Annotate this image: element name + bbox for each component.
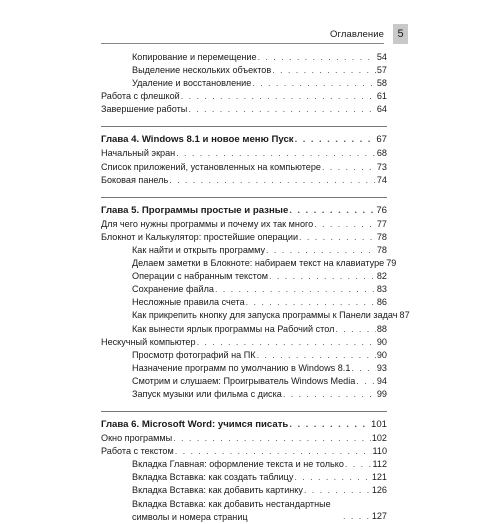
dot-leader bbox=[351, 362, 375, 375]
dot-leader bbox=[257, 349, 376, 362]
chapter-divider bbox=[101, 126, 387, 127]
toc-entry-page: 78 bbox=[376, 231, 387, 242]
dot-leader bbox=[215, 283, 376, 296]
toc-entry bbox=[101, 231, 387, 244]
dot-leader bbox=[176, 147, 376, 160]
toc-entry bbox=[101, 375, 387, 388]
toc-entry-title: Как прикрепить кнопку для запуска программы к Панели задач bbox=[132, 310, 398, 321]
toc-entry-page: 61 bbox=[376, 91, 387, 102]
toc-entry bbox=[101, 349, 387, 362]
dot-leader bbox=[258, 51, 376, 64]
toc-entry-page: 74 bbox=[376, 174, 387, 185]
dot-leader bbox=[335, 323, 376, 336]
dot-leader bbox=[269, 270, 376, 283]
toc-entry-title: Окно программы bbox=[101, 433, 173, 444]
toc-entry-title: Работа с текстом bbox=[101, 446, 174, 457]
toc-chapter-page: 101 bbox=[370, 419, 387, 431]
toc-entry-title: Завершение работы bbox=[101, 104, 188, 115]
dot-leader bbox=[283, 388, 376, 401]
toc-entry-page: 90 bbox=[376, 349, 387, 360]
page-number-box bbox=[393, 24, 408, 44]
toc-entry-page: 126 bbox=[371, 485, 387, 496]
toc-chapter-4 bbox=[101, 133, 387, 147]
chapter-divider bbox=[101, 197, 387, 198]
toc-entry-page: 82 bbox=[376, 271, 387, 282]
toc-entry-title: Несложные правила счета bbox=[132, 297, 245, 308]
toc-entry-page: 127 bbox=[371, 511, 387, 522]
dot-leader bbox=[304, 484, 371, 497]
dot-leader bbox=[246, 296, 376, 309]
toc-entry bbox=[101, 309, 410, 322]
toc-entry-page: 83 bbox=[376, 284, 387, 295]
toc-entry-page: 73 bbox=[376, 161, 387, 172]
toc-entry-page: 93 bbox=[376, 362, 387, 373]
toc-entry-title: Сохранение файла bbox=[132, 284, 214, 295]
toc-entry bbox=[101, 174, 387, 187]
toc-entry-page: 110 bbox=[372, 446, 387, 457]
toc-entry-page: 79 bbox=[386, 258, 397, 269]
toc-entry bbox=[101, 64, 387, 77]
toc-entry bbox=[101, 498, 387, 524]
toc-entry-title: Начальный экран bbox=[101, 148, 176, 159]
toc-entry bbox=[101, 471, 387, 484]
toc-entry bbox=[101, 257, 397, 270]
toc-entry-page: 78 bbox=[376, 244, 387, 255]
dot-leader bbox=[289, 204, 375, 217]
running-header-title: Оглавление bbox=[330, 29, 384, 40]
toc-entry-title: Копирование и перемещение bbox=[132, 52, 257, 62]
dot-leader bbox=[289, 418, 370, 431]
toc-entry-title: Просмотр фотографий на ПК bbox=[132, 349, 256, 360]
dot-leader bbox=[356, 375, 376, 388]
toc-chapter-title: Глава 4. Windows 8.1 и новое меню Пуск bbox=[101, 134, 294, 146]
toc-entry bbox=[101, 161, 387, 174]
toc-entry bbox=[101, 362, 387, 375]
toc-entry bbox=[101, 388, 387, 401]
toc-entry bbox=[101, 90, 387, 103]
dot-leader bbox=[299, 231, 376, 244]
page-number: 5 bbox=[397, 28, 404, 40]
toc-entry-title: Вкладка Вставка: как создать таблицу bbox=[132, 472, 294, 483]
toc-entry-title: Как найти и открыть программу bbox=[132, 244, 266, 255]
toc-entry bbox=[101, 323, 387, 336]
dot-leader bbox=[266, 244, 376, 257]
toc-entry-title: Боковая панель bbox=[101, 174, 169, 185]
toc-entry-title: Список приложений, установленных на компьютере bbox=[101, 161, 321, 172]
toc-entry-title: Выделение нескольких объектов bbox=[132, 65, 272, 76]
toc-entry-page: 102 bbox=[371, 433, 387, 444]
toc-entry bbox=[101, 458, 387, 471]
page-header bbox=[0, 0, 500, 50]
toc-entry-page: 64 bbox=[376, 104, 387, 115]
toc-entry-page: 87 bbox=[399, 310, 410, 321]
toc-entry bbox=[101, 218, 387, 231]
header-divider bbox=[101, 43, 384, 44]
toc-entry-title: Вкладка Главная: оформление текста и не только bbox=[132, 459, 344, 470]
toc-entry-title: Делаем заметки в Блокноте: набираем текст на клавиатуре bbox=[132, 258, 385, 269]
toc-entry-page: 68 bbox=[376, 148, 387, 159]
toc-entry bbox=[101, 103, 387, 116]
dot-leader bbox=[322, 161, 376, 174]
toc-entry-page: 121 bbox=[371, 472, 387, 483]
chapter-divider bbox=[101, 411, 387, 412]
table-of-contents bbox=[101, 51, 410, 524]
toc-entry-page: 57 bbox=[376, 65, 387, 76]
toc-entry-page: 86 bbox=[376, 297, 387, 308]
dot-leader bbox=[173, 432, 371, 445]
dot-leader bbox=[343, 510, 371, 523]
toc-entry-page: 99 bbox=[376, 388, 387, 399]
dot-leader bbox=[175, 445, 372, 458]
toc-chapter-title: Глава 6. Microsoft Word: учимся писать bbox=[101, 419, 289, 431]
toc-chapter-page: 76 bbox=[376, 204, 387, 216]
toc-entry-title: Вкладка Вставка: как добавить картинку bbox=[132, 485, 303, 496]
toc-entry bbox=[101, 283, 387, 296]
toc-entry-title: Работа с флешкой bbox=[101, 91, 180, 102]
toc-entry bbox=[101, 484, 387, 497]
toc-entry-title: Запуск музыки или фильма с диска bbox=[132, 388, 282, 399]
toc-entry-page: 77 bbox=[376, 218, 387, 229]
toc-chapter-5 bbox=[101, 204, 387, 218]
toc-entry-page: 94 bbox=[376, 375, 387, 386]
toc-entry-page: 54 bbox=[376, 52, 387, 62]
toc-entry bbox=[101, 445, 387, 458]
toc-entry-title: Нескучный компьютер bbox=[101, 336, 196, 347]
toc-chapter-page: 67 bbox=[376, 134, 387, 146]
toc-entry bbox=[101, 296, 387, 309]
dot-leader bbox=[252, 77, 376, 90]
dot-leader bbox=[295, 133, 376, 146]
toc-chapter-title: Глава 5. Программы простые и разные bbox=[101, 204, 289, 216]
dot-leader bbox=[169, 174, 376, 187]
toc-entry bbox=[101, 244, 387, 257]
toc-entry bbox=[101, 147, 387, 160]
toc-entry-title: Для чего нужны программы и почему их так много bbox=[101, 218, 314, 229]
toc-entry-title: Смотрим и слушаем: Проигрыватель Windows Media bbox=[132, 375, 356, 386]
dot-leader bbox=[345, 458, 372, 471]
toc-entry-title: Как вынести ярлык программы на Рабочий стол bbox=[132, 323, 335, 334]
dot-leader bbox=[197, 336, 376, 349]
dot-leader bbox=[314, 218, 376, 231]
toc-entry bbox=[101, 432, 387, 445]
toc-entry bbox=[101, 336, 387, 349]
toc-entry-title: Вкладка Вставка: как добавить нестандартные символы и номера страниц bbox=[132, 498, 331, 522]
toc-entry-title: Блокнот и Калькулятор: простейшие операции bbox=[101, 231, 299, 242]
dot-leader bbox=[188, 103, 376, 116]
toc-chapter-6 bbox=[101, 418, 387, 432]
toc-entry-page: 88 bbox=[376, 323, 387, 334]
toc-entry-page: 112 bbox=[372, 459, 387, 470]
toc-entry-title: Назначение программ по умолчанию в Windows 8.1 bbox=[132, 362, 351, 373]
toc-entry-title: Удаление и восстановление bbox=[132, 78, 252, 89]
dot-leader bbox=[181, 90, 376, 103]
dot-leader bbox=[294, 471, 370, 484]
toc-entry bbox=[101, 77, 387, 90]
toc-entry bbox=[101, 270, 387, 283]
toc-entry-page: 90 bbox=[376, 336, 387, 347]
toc-entry bbox=[101, 51, 387, 64]
toc-entry-title: Операции с набранным текстом bbox=[132, 271, 269, 282]
dot-leader bbox=[272, 64, 376, 77]
toc-entry-page: 58 bbox=[376, 78, 387, 89]
